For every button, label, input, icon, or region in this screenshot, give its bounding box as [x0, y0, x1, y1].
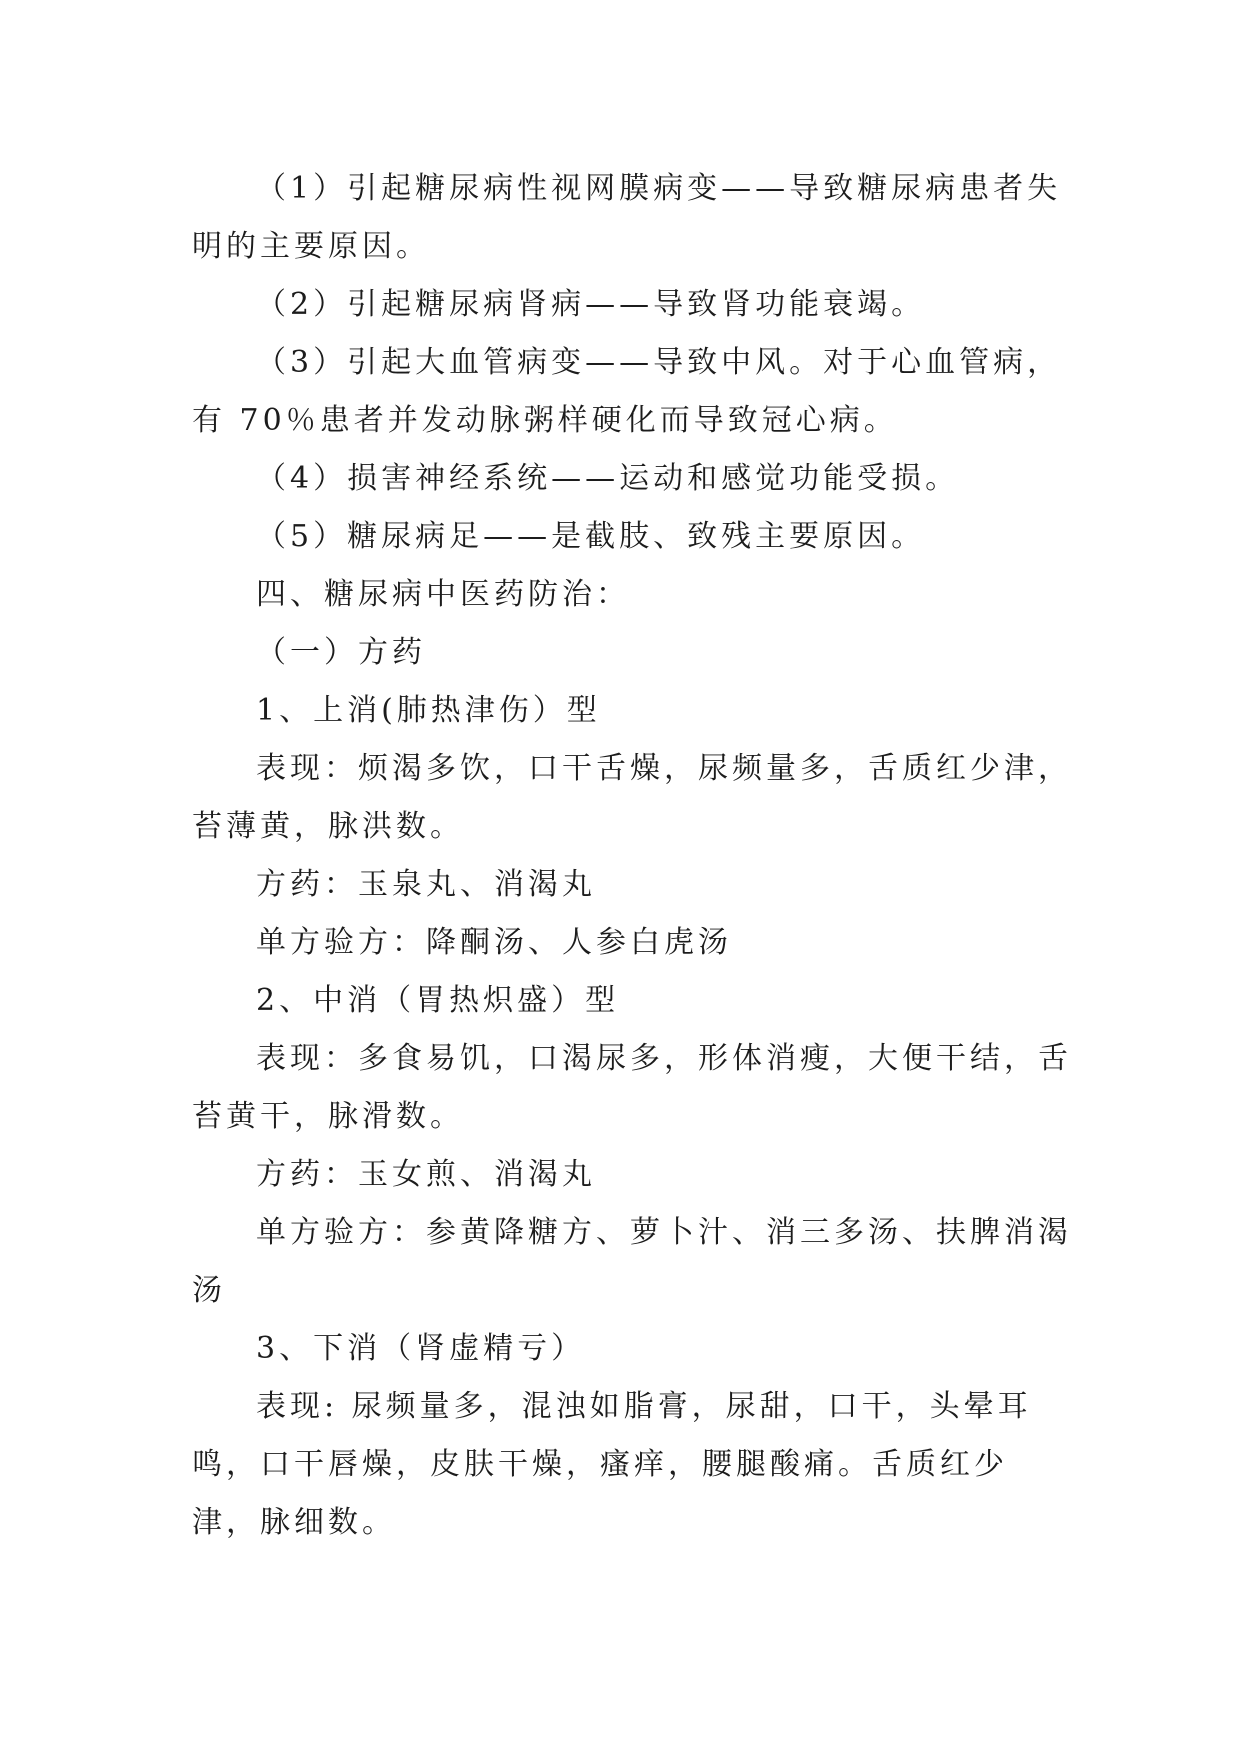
paragraph-middle-symptoms: 表现：多食易饥，口渴尿多，形体消瘦，大便干结，舌苔黄干，脉滑数。 [192, 1041, 1072, 1134]
paragraph-middle-prescription: 方药：玉女煎、消渴丸 [256, 1157, 596, 1192]
section-heading-tcm-treatment: 四、糖尿病中医药防治： [256, 577, 630, 612]
paragraph-complication-macrovascular: （3）引起大血管病变——导致中风。对于心血管病，有 70％患者并发动脉粥样硬化而导致冠心病。 [192, 345, 1062, 438]
paragraph-upper-prescription: 方药：玉泉丸、消渴丸 [256, 867, 596, 902]
paragraph-upper-symptoms: 表现：烦渴多饮，口干舌燥，尿频量多，舌质红少津，苔薄黄，脉洪数。 [192, 751, 1072, 844]
paragraph-complication-neuropathy: （4）损害神经系统——运动和感觉功能受损。 [256, 461, 960, 496]
paragraph-complication-nephropathy: （2）引起糖尿病肾病——导致肾功能衰竭。 [256, 287, 926, 322]
paragraph-lower-symptoms: 表现: 尿频量多，混浊如脂膏，尿甜，口干，头晕耳鸣，口干唇燥，皮肤干燥，瘙痒，腰腿酸痛。舌质红少津，脉细数。 [192, 1389, 1032, 1540]
paragraph-complication-retinopathy: （1）引起糖尿病性视网膜病变——导致糖尿病患者失明的主要原因。 [192, 171, 1062, 264]
type-heading-lower: 3、下消（肾虚精亏） [256, 1331, 586, 1366]
paragraph-middle-folk-remedy: 单方验方：参黄降糖方、萝卜汁、消三多汤、扶脾消渴汤 [192, 1215, 1072, 1308]
document-body [192, 160, 1072, 1552]
type-heading-middle: 2、中消（胃热炽盛）型 [256, 983, 620, 1018]
paragraph-complication-diabetic-foot: （5）糖尿病足——是截肢、致残主要原因。 [256, 519, 926, 554]
subsection-heading-prescriptions: （一）方药 [256, 635, 426, 670]
type-heading-upper: 1、上消(肺热津伤）型 [256, 693, 601, 728]
paragraph-upper-folk-remedy: 单方验方：降酮汤、人参白虎汤 [256, 925, 732, 960]
